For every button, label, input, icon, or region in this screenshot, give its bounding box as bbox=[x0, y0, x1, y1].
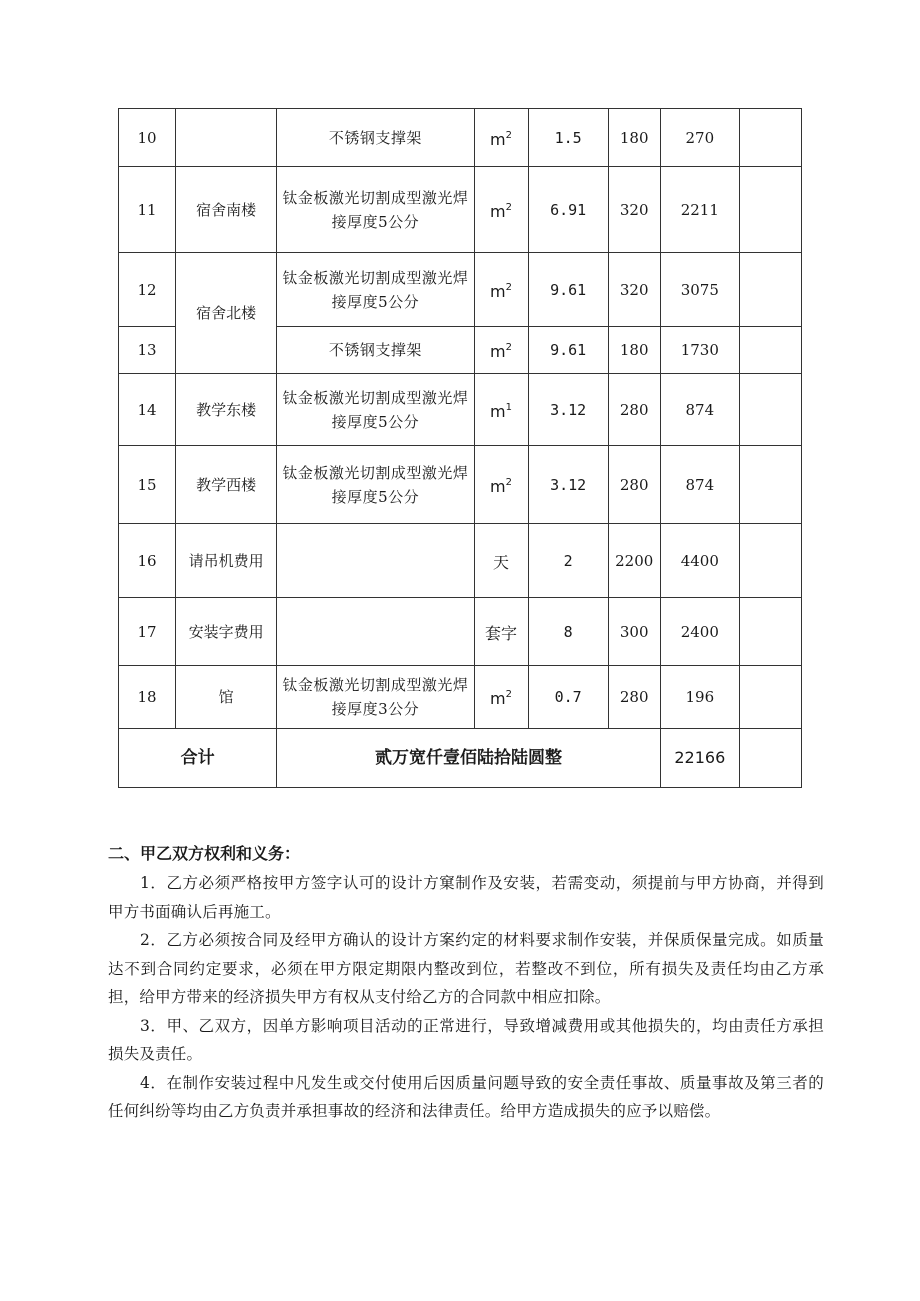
table-row bbox=[119, 253, 802, 327]
quantity-cell: 1.5 bbox=[528, 109, 608, 167]
remark-cell bbox=[739, 446, 801, 524]
unit-base: 天 bbox=[493, 552, 510, 572]
remark-cell bbox=[739, 109, 801, 167]
unit-price-cell: 320 bbox=[608, 253, 660, 327]
location-cell: 宿舍北楼 bbox=[176, 253, 277, 374]
amount-cell: 196 bbox=[660, 666, 739, 729]
total-remark-cell bbox=[739, 729, 801, 788]
quantity-cell: 0.7 bbox=[528, 666, 608, 729]
location-cell: 安装字费用 bbox=[176, 598, 277, 666]
table-row bbox=[119, 109, 802, 167]
unit-base: m bbox=[490, 689, 506, 708]
quantity-cell: 6.91 bbox=[528, 167, 608, 253]
description-cell bbox=[277, 524, 474, 598]
quantity-cell: 2 bbox=[528, 524, 608, 598]
unit-price-cell: 280 bbox=[608, 666, 660, 729]
unit-exponent: 2 bbox=[505, 342, 513, 353]
section-heading: 二、甲乙双方权利和义务： bbox=[108, 844, 301, 863]
remark-cell bbox=[739, 253, 801, 327]
location-cell: 馆 bbox=[176, 666, 277, 729]
location-cell bbox=[176, 109, 277, 167]
description-cell bbox=[277, 598, 474, 666]
total-row bbox=[119, 729, 802, 788]
unit-exponent: 2 bbox=[505, 129, 513, 141]
remark-cell bbox=[739, 374, 801, 446]
row-number: 12 bbox=[119, 253, 176, 327]
unit-cell bbox=[474, 374, 528, 446]
clause-3: 3．甲、乙双方，因单方影响项目活动的正常进行，导致增减费用或其他损失的，均由责任方承担损失及责任。 bbox=[108, 1016, 824, 1063]
clause-4: 4．在制作安装过程中凡发生或交付使用后因质量问题导致的安全责任事故、质量事故及第三者的任何纠纷等均由乙方负责并承担事故的经济和法律责任。给甲方造成损失的应予以赔偿。 bbox=[108, 1073, 824, 1120]
unit-cell bbox=[474, 666, 528, 729]
unit-exponent: 2 bbox=[505, 476, 513, 488]
price-table bbox=[118, 108, 802, 788]
amount-cell: 2211 bbox=[660, 167, 739, 253]
unit-price-cell: 300 bbox=[608, 598, 660, 666]
rights-obligations-section bbox=[108, 839, 824, 1126]
row-number: 17 bbox=[119, 598, 176, 666]
unit-base: m bbox=[490, 201, 506, 221]
amount-cell: 1730 bbox=[660, 327, 739, 374]
amount-cell: 874 bbox=[660, 374, 739, 446]
remark-cell bbox=[739, 666, 801, 729]
row-number: 18 bbox=[119, 666, 176, 729]
unit-price-cell: 280 bbox=[608, 374, 660, 446]
quantity-cell: 9.61 bbox=[528, 327, 608, 374]
unit-base: m bbox=[490, 281, 506, 301]
row-number: 14 bbox=[119, 374, 176, 446]
clause-1: 1．乙方必须严格按甲方签字认可的设计方窠制作及安装，若需变动，须提前与甲方协商，并得到甲方书面确认后再施工。 bbox=[108, 874, 824, 921]
unit-cell bbox=[474, 327, 528, 374]
table-row bbox=[119, 666, 802, 729]
unit-price-cell: 180 bbox=[608, 327, 660, 374]
table-row bbox=[119, 167, 802, 253]
location-cell: 教学西楼 bbox=[176, 446, 277, 524]
remark-cell bbox=[739, 524, 801, 598]
unit-base: m bbox=[490, 129, 506, 149]
unit-price-cell: 320 bbox=[608, 167, 660, 253]
unit-exponent: 2 bbox=[505, 201, 513, 213]
unit-cell bbox=[474, 167, 528, 253]
unit-exponent: 2 bbox=[505, 281, 513, 293]
table-row bbox=[119, 524, 802, 598]
row-number: 10 bbox=[119, 109, 176, 167]
unit-base: m bbox=[490, 476, 506, 496]
unit-cell bbox=[474, 109, 528, 167]
amount-cell: 270 bbox=[660, 109, 739, 167]
description-cell: 钛金板激光切割成型激光焊接厚度5公分 bbox=[277, 446, 474, 524]
description-cell: 不锈钢支撑架 bbox=[277, 327, 474, 374]
table-row bbox=[119, 598, 802, 666]
quantity-cell: 3.12 bbox=[528, 446, 608, 524]
total-label: 合计 bbox=[119, 729, 277, 788]
description-cell: 钛金板激光切割成型激光焊接厚度5公分 bbox=[277, 374, 474, 446]
row-number: 13 bbox=[119, 327, 176, 374]
location-cell: 教学东楼 bbox=[176, 374, 277, 446]
total-amount-words: 贰万宽仟壹佰陆拾陆圆整 bbox=[277, 729, 661, 788]
unit-price-cell: 180 bbox=[608, 109, 660, 167]
location-cell: 宿舍南楼 bbox=[176, 167, 277, 253]
table-row bbox=[119, 374, 802, 446]
unit-cell bbox=[474, 524, 528, 598]
total-amount: 22166 bbox=[660, 729, 739, 788]
remark-cell bbox=[739, 598, 801, 666]
remark-cell bbox=[739, 167, 801, 253]
unit-base: m bbox=[490, 401, 506, 421]
unit-base: m bbox=[490, 342, 506, 361]
unit-cell bbox=[474, 253, 528, 327]
unit-base: 套字 bbox=[485, 623, 518, 643]
clause-2: 2．乙方必须按合同及经甲方确认的设计方案约定的材料要求制作安装，并保质保量完成。如质量达不到合同约定要求，必须在甲方限定期限内整改到位，若整改不到位，所有损失及责任均由乙方承担，给甲方带来的经济损失甲方有权从支付给乙方的合同款中相应扣除。 bbox=[108, 931, 824, 1006]
description-cell: 钛金板激光切割成型激光焊接厚度3公分 bbox=[277, 666, 474, 729]
unit-price-cell: 2200 bbox=[608, 524, 660, 598]
unit-exponent: 1 bbox=[505, 401, 513, 413]
unit-cell bbox=[474, 598, 528, 666]
description-cell: 不锈钢支撑架 bbox=[277, 109, 474, 167]
amount-cell: 874 bbox=[660, 446, 739, 524]
description-cell: 钛金板激光切割成型激光焊接厚度5公分 bbox=[277, 167, 474, 253]
unit-cell bbox=[474, 446, 528, 524]
remark-cell bbox=[739, 327, 801, 374]
amount-cell: 4400 bbox=[660, 524, 739, 598]
amount-cell: 2400 bbox=[660, 598, 739, 666]
quantity-cell: 9.61 bbox=[528, 253, 608, 327]
description-cell: 钛金板激光切割成型激光焊接厚度5公分 bbox=[277, 253, 474, 327]
quantity-cell: 8 bbox=[528, 598, 608, 666]
row-number: 16 bbox=[119, 524, 176, 598]
row-number: 15 bbox=[119, 446, 176, 524]
table-row bbox=[119, 446, 802, 524]
unit-price-cell: 280 bbox=[608, 446, 660, 524]
quantity-cell: 3.12 bbox=[528, 374, 608, 446]
row-number: 11 bbox=[119, 167, 176, 253]
unit-exponent: 2 bbox=[505, 689, 513, 700]
amount-cell: 3075 bbox=[660, 253, 739, 327]
location-cell: 请吊机费用 bbox=[176, 524, 277, 598]
